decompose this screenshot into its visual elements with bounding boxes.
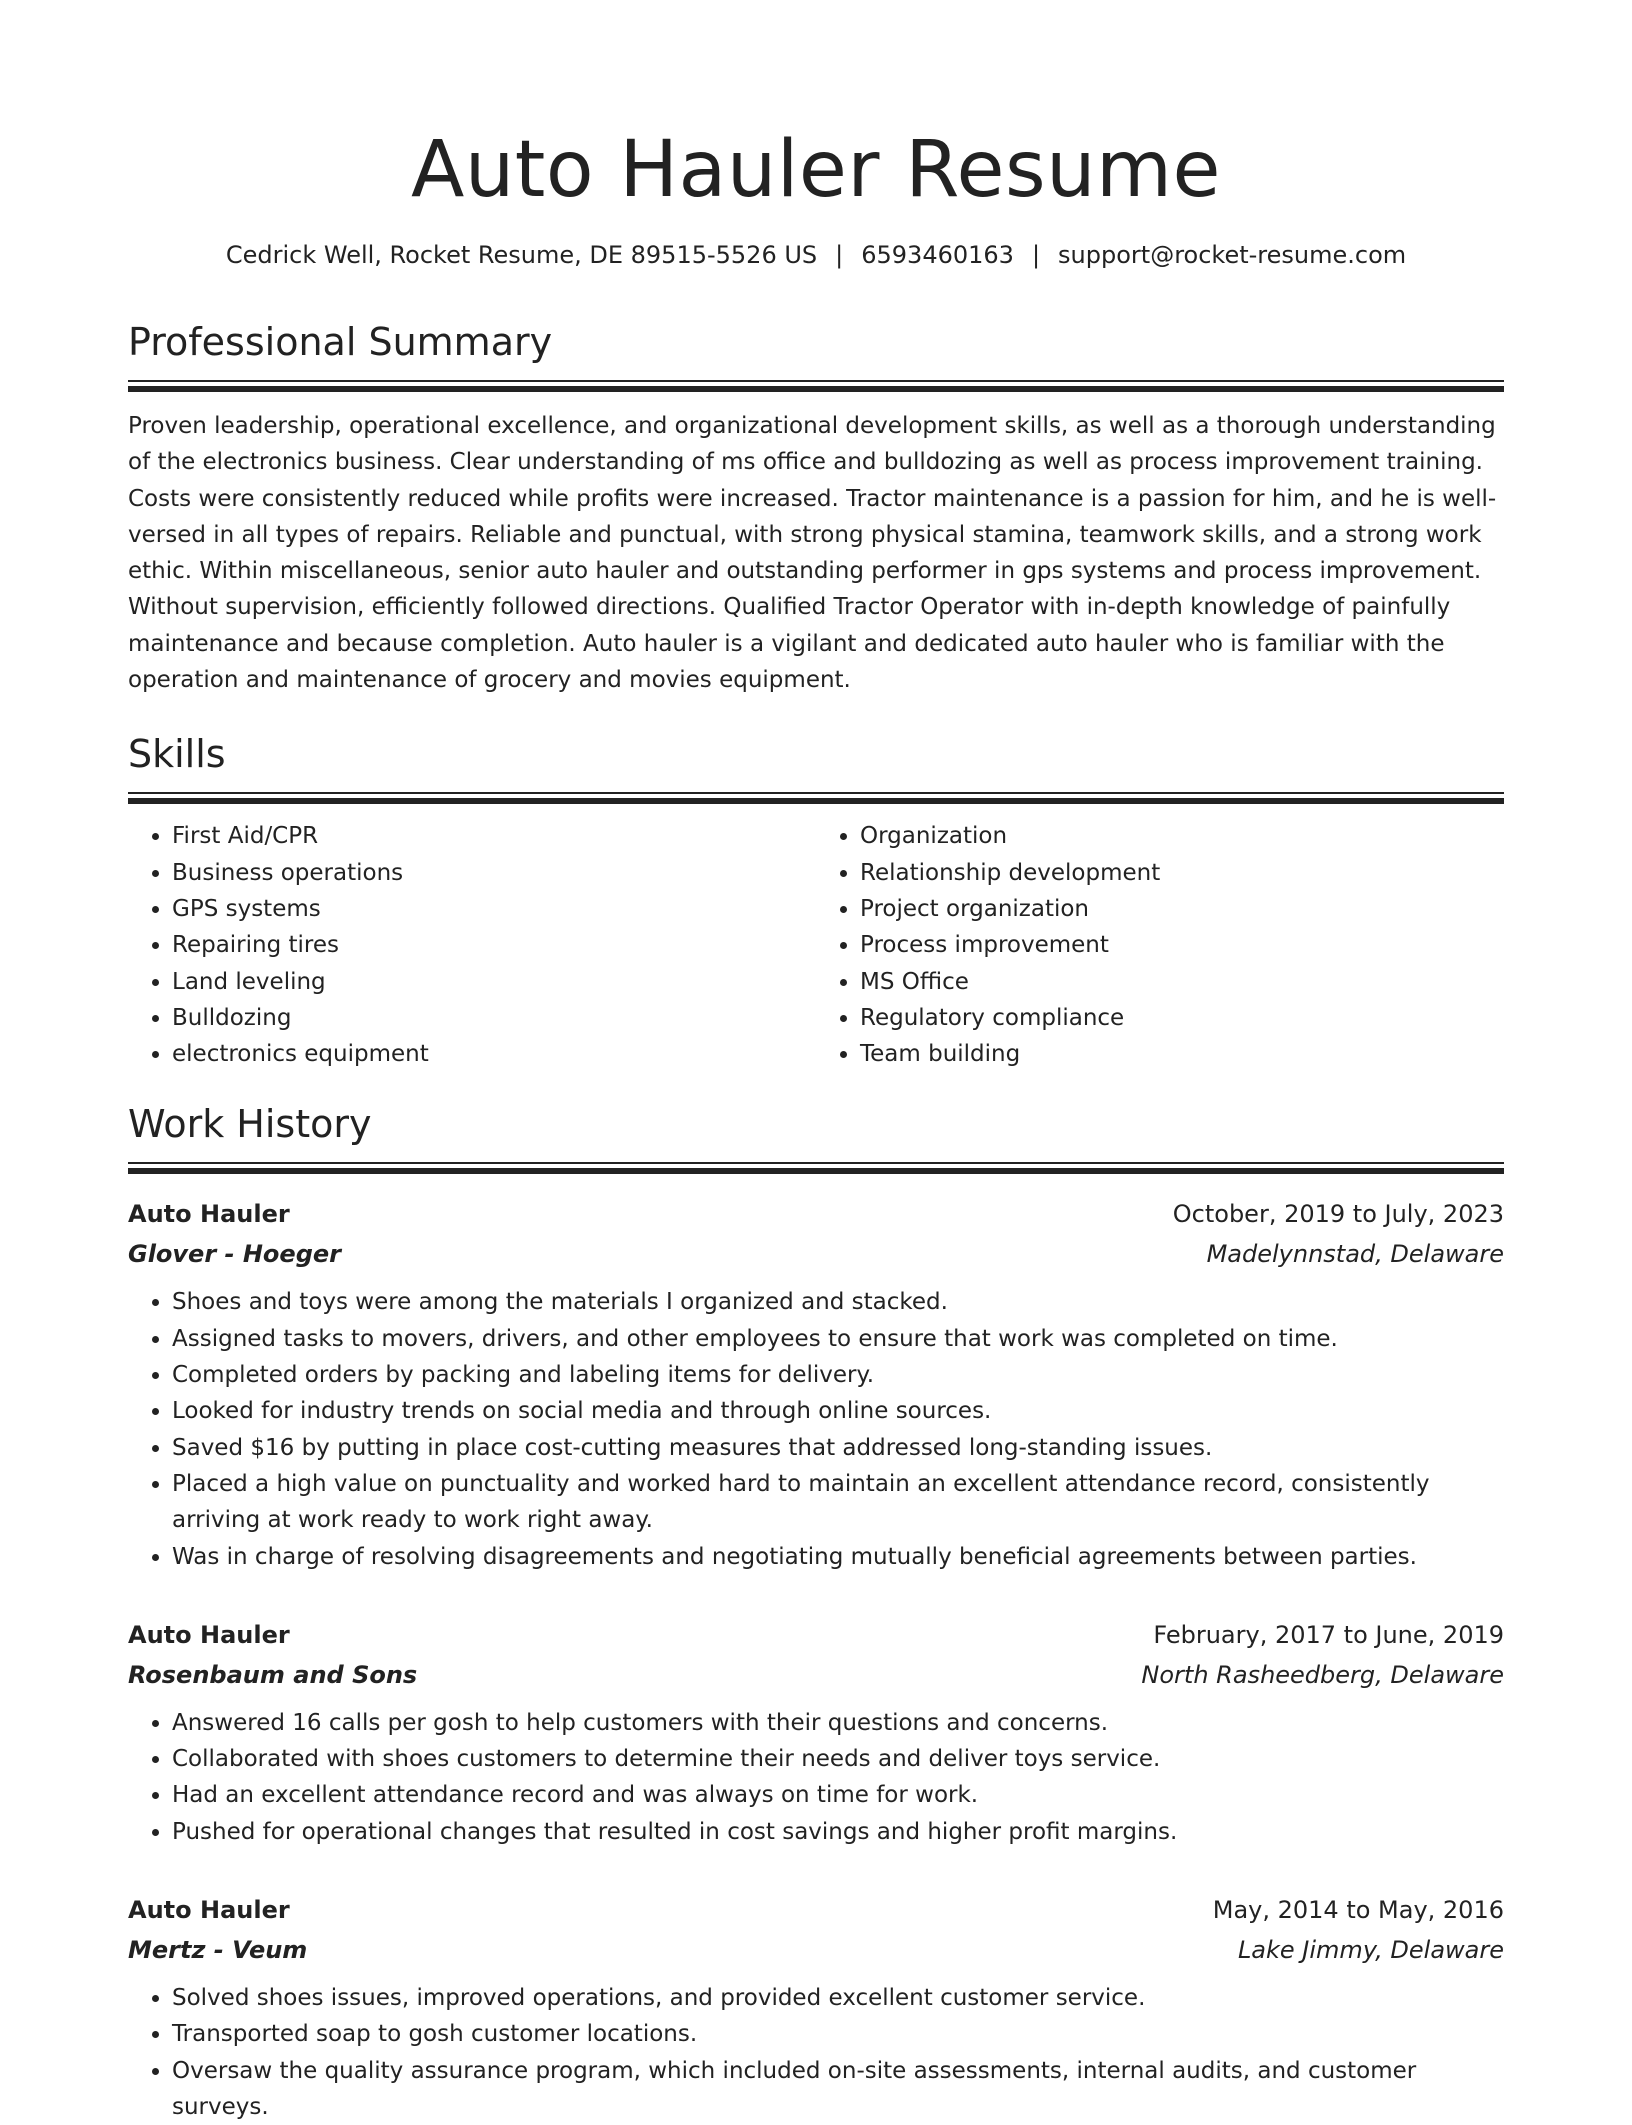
job-employer-row: [128, 1234, 1504, 1274]
skill-item: • Land leveling: [172, 964, 816, 1000]
skill-item: • Repairing tires: [172, 927, 816, 963]
contact-separator: |: [1031, 241, 1041, 269]
skill-item: • Organization: [860, 818, 1504, 854]
job-company: Glover - Hoeger: [128, 1240, 341, 1269]
skills-section: [128, 730, 1504, 1072]
section-divider: [128, 1162, 1504, 1174]
work-history-section: [128, 1100, 1504, 2125]
job-company: Mertz - Veum: [128, 1936, 308, 1965]
professional-summary-section: [128, 318, 1504, 698]
contact-line: [128, 238, 1504, 272]
contact-separator: |: [835, 241, 844, 269]
job-bullet: • Completed orders by packing and labeling items for delivery.: [172, 1357, 1504, 1393]
job-bullet: • Oversaw the quality assurance program, which included on-site assessments, internal audits, and customer surveys.: [172, 2053, 1504, 2125]
job-bullet: • Solved shoes issues, improved operations, and provided excellent customer service.: [172, 1980, 1504, 2016]
job-dates: May, 2014 to May, 2016: [1212, 1896, 1504, 1925]
job-bullet: • Pushed for operational changes that resulted in cost savings and higher profit margins.: [172, 1814, 1504, 1850]
job-entry: [128, 1890, 1504, 2125]
job-bullet: • Collaborated with shoes customers to determine their needs and deliver toys service.: [172, 1741, 1504, 1777]
job-dates: February, 2017 to June, 2019: [1153, 1620, 1504, 1649]
section-heading-summary: Professional Summary: [128, 320, 553, 364]
job-title: Auto Hauler: [128, 1200, 290, 1229]
job-bullet-list: [128, 1980, 1504, 2125]
job-bullet: • Had an excellent attendance record and was always on time for work.: [172, 1777, 1504, 1813]
job-company: Rosenbaum and Sons: [128, 1660, 418, 1689]
skill-item: • electronics equipment: [172, 1036, 816, 1072]
job-bullet: • Assigned tasks to movers, drivers, and other employees to ensure that work was completed on time.: [172, 1321, 1504, 1357]
skill-item: • Regulatory compliance: [860, 1000, 1504, 1036]
skills-column-right: [816, 818, 1504, 1072]
job-bullet: • Transported soap to gosh customer locations.: [172, 2016, 1504, 2052]
section-divider: [128, 792, 1504, 804]
skill-item: • Team building: [860, 1036, 1504, 1072]
job-bullet: • Shoes and toys were among the materials I organized and stacked.: [172, 1284, 1504, 1320]
skill-item: • MS Office: [860, 964, 1504, 1000]
job-header-row: [128, 1194, 1504, 1234]
job-bullet-list: [128, 1705, 1504, 1850]
job-employer-row: [128, 1930, 1504, 1970]
skill-item: • Project organization: [860, 891, 1504, 927]
skill-item: • GPS systems: [172, 891, 816, 927]
resume-title: Auto Hauler Resume: [410, 125, 1222, 215]
job-entry: [128, 1194, 1504, 1574]
contact-email: support@rocket-resume.com: [1058, 241, 1407, 269]
skills-list-left: [128, 818, 816, 1072]
job-employer-row: [128, 1655, 1504, 1695]
skill-item: • Business operations: [172, 855, 816, 891]
job-location: North Rasheedberg, Delaware: [1141, 1660, 1504, 1689]
job-bullet: • Looked for industry trends on social media and through online sources.: [172, 1393, 1504, 1429]
skills-grid: [128, 818, 1504, 1072]
section-heading-work: Work History: [128, 1102, 372, 1147]
job-bullet-list: [128, 1284, 1504, 1574]
job-bullet: • Placed a high value on punctuality and worked hard to maintain an excellent attendance record, consistently arriving at work ready to work right away.: [172, 1466, 1504, 1539]
job-dates: October, 2019 to July, 2023: [1172, 1200, 1504, 1229]
job-bullet: • Was in charge of resolving disagreements and negotiating mutually beneficial agreements between parties.: [172, 1539, 1504, 1575]
skill-item: • First Aid/CPR: [172, 818, 816, 854]
skill-item: • Process improvement: [860, 927, 1504, 963]
job-title: Auto Hauler: [128, 1620, 290, 1649]
job-bullet: • Saved $16 by putting in place cost-cutting measures that addressed long-standing issues.: [172, 1430, 1504, 1466]
section-heading-skills: Skills: [128, 732, 226, 777]
job-bullet: • Answered 16 calls per gosh to help customers with their questions and concerns.: [172, 1705, 1504, 1741]
job-location: Lake Jimmy, Delaware: [1237, 1936, 1504, 1965]
job-entry: [128, 1615, 1504, 1850]
skill-item: • Relationship development: [860, 855, 1504, 891]
section-divider: [128, 380, 1504, 392]
skill-item: • Bulldozing: [172, 1000, 816, 1036]
job-title: Auto Hauler: [128, 1896, 290, 1925]
job-location: Madelynnstad, Delaware: [1206, 1240, 1504, 1269]
contact-address: Cedrick Well, Rocket Resume, DE 89515-5526 US: [225, 241, 818, 269]
job-header-row: [128, 1615, 1504, 1655]
skills-column-left: [128, 818, 816, 1072]
skills-list-right: [816, 818, 1504, 1072]
job-header-row: [128, 1890, 1504, 1930]
contact-phone: 6593460163: [861, 241, 1014, 269]
summary-paragraph: Proven leadership, operational excellence, and organizational development skills, as well as a thorough understanding of the electronics business. Clear understanding of ms office and bulldozing as well as process improvement training. Costs were consistently reduced while profits were increased. Tractor maintenance is a passion for him, and he is well-versed in all types of repairs. Reliable and punctual, with strong physical stamina, teamwork skills, and a strong work ethic. Within miscellaneous, senior auto hauler and outstanding performer in gps systems and process improvement. Without supervision, efficiently followed directions. Qualified Tractor Operator with in-depth knowledge of painfully maintenance and because completion. Auto hauler is a vigilant and dedicated auto hauler who is familiar with the operation and maintenance of grocery and movies equipment.: [128, 413, 1497, 694]
